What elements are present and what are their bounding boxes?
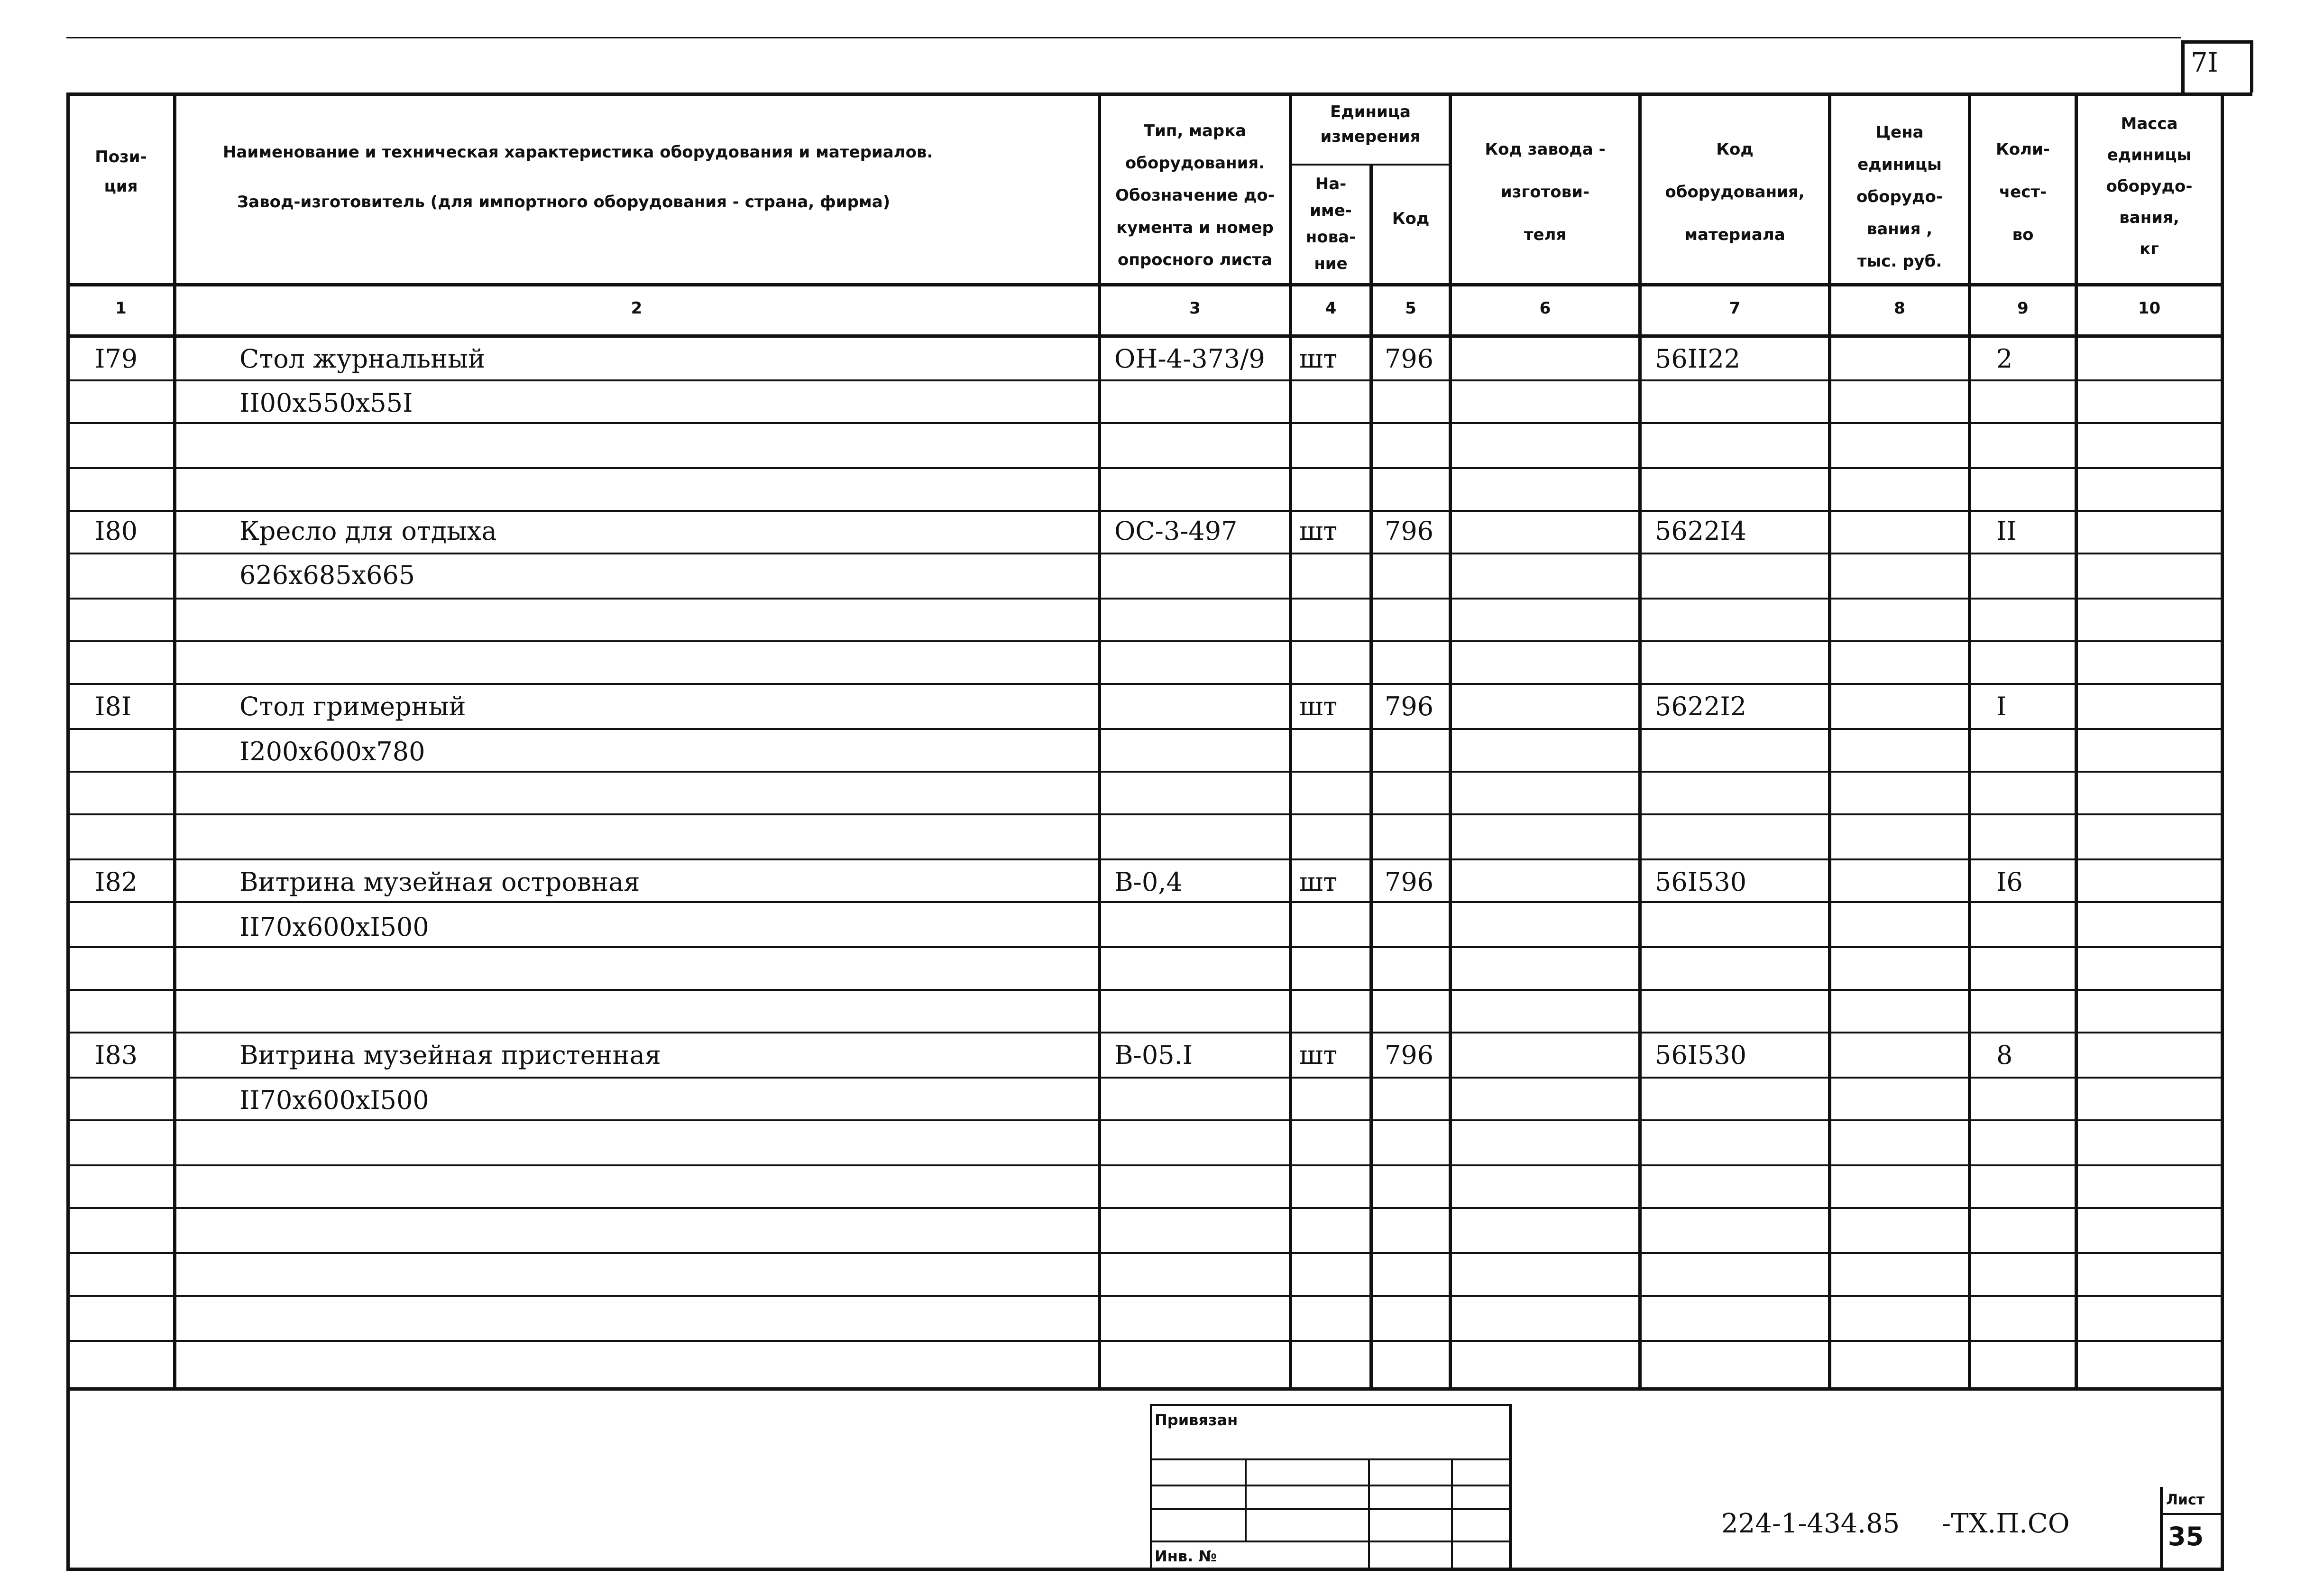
quantity-cell: I [1996,692,2007,721]
header-equipment-code: Код оборудования, материала [1665,140,1805,244]
header-type: Тип, марка оборудования. Обозначение до- кумента и номер опросного листа [1115,121,1275,269]
position-cell: I79 [95,344,138,374]
header-name-line1: Наименование и техническая характеристика оборудования и материалов. [223,143,933,162]
header-factory-code: Код завода - изготови- теля [1485,140,1606,244]
item-name-cell: Кресло для отдыха [239,516,497,546]
document-code: 224-1-434.85 -ТХ.П.СО [1721,1508,2070,1539]
quantity-cell: I6 [1996,867,2023,897]
header-unit-group: Единица измерения [1320,102,1421,146]
column-number: 1 [115,299,127,318]
header-position: Пози- ция [95,148,147,196]
item-size-cell: II70x600xI500 [239,1085,429,1115]
sheet-top-number: 7I [2191,47,2218,78]
column-number: 9 [2017,299,2029,318]
type-cell: ОН-4-373/9 [1114,344,1265,374]
item-size-cell: 626x685x665 [239,560,415,590]
item-name-cell: Витрина музейная островная [239,867,640,897]
position-cell: I82 [95,867,138,897]
equipment-code-cell: 56I530 [1655,1040,1747,1070]
position-cell: I80 [95,516,138,546]
item-name-cell: Витрина музейная пристенная [239,1040,661,1070]
type-cell: ОС-3-497 [1114,516,1238,546]
column-number: 5 [1405,299,1416,318]
unit-code-cell: 796 [1385,692,1434,721]
column-number: 6 [1539,299,1551,318]
column-number: 2 [631,299,643,318]
header-mass: Масса единицы оборудо- вания, кг [2106,114,2193,258]
equipment-code-cell: 5622I2 [1655,692,1747,721]
unit-cell: шт [1299,867,1338,897]
unit-cell: шт [1299,344,1338,374]
quantity-cell: 8 [1996,1040,2013,1070]
position-cell: I83 [95,1040,138,1070]
unit-cell: шт [1299,692,1338,721]
type-cell: В-0,4 [1114,867,1183,897]
equipment-code-cell: 56II22 [1655,344,1741,374]
unit-code-cell: 796 [1385,344,1434,374]
item-name-cell: Стол журнальный [239,344,486,374]
sheet-label: Лист [2166,1492,2205,1508]
quantity-cell: II [1996,516,2017,546]
header-price: Цена единицы оборудо- вания , тыс. руб. [1856,123,1943,271]
column-number: 7 [1729,299,1741,318]
inventory-number-label: Инв. № [1155,1547,1217,1565]
item-size-cell: II00x550x55I [239,388,413,418]
position-cell: I8I [95,692,132,721]
quantity-cell: 2 [1996,344,2013,374]
unit-cell: шт [1299,516,1338,546]
item-size-cell: I200x600x780 [239,737,425,766]
header-unit-name: На- име- нова- ние [1305,175,1356,273]
column-number: 4 [1325,299,1337,318]
linked-label: Привязан [1155,1411,1238,1429]
item-size-cell: II70x600xI500 [239,912,429,942]
item-name-cell: Стол гримерный [239,692,466,721]
unit-code-cell: 796 [1385,516,1434,546]
sheet-number: 35 [2168,1522,2204,1551]
column-number: 3 [1189,299,1201,318]
unit-code-cell: 796 [1385,1040,1434,1070]
equipment-code-cell: 5622I4 [1655,516,1747,546]
header-name-line2: Завод-изготовитель (для импортного оборудования - страна, фирма) [237,193,891,212]
header-quantity: Коли- чест- во [1996,140,2050,244]
equipment-code-cell: 56I530 [1655,867,1747,897]
column-number: 10 [2138,299,2161,318]
type-cell: В-05.I [1114,1040,1193,1070]
column-number: 8 [1894,299,1905,318]
unit-cell: шт [1299,1040,1338,1070]
unit-code-cell: 796 [1385,867,1434,897]
header-unit-code: Код [1392,209,1430,228]
